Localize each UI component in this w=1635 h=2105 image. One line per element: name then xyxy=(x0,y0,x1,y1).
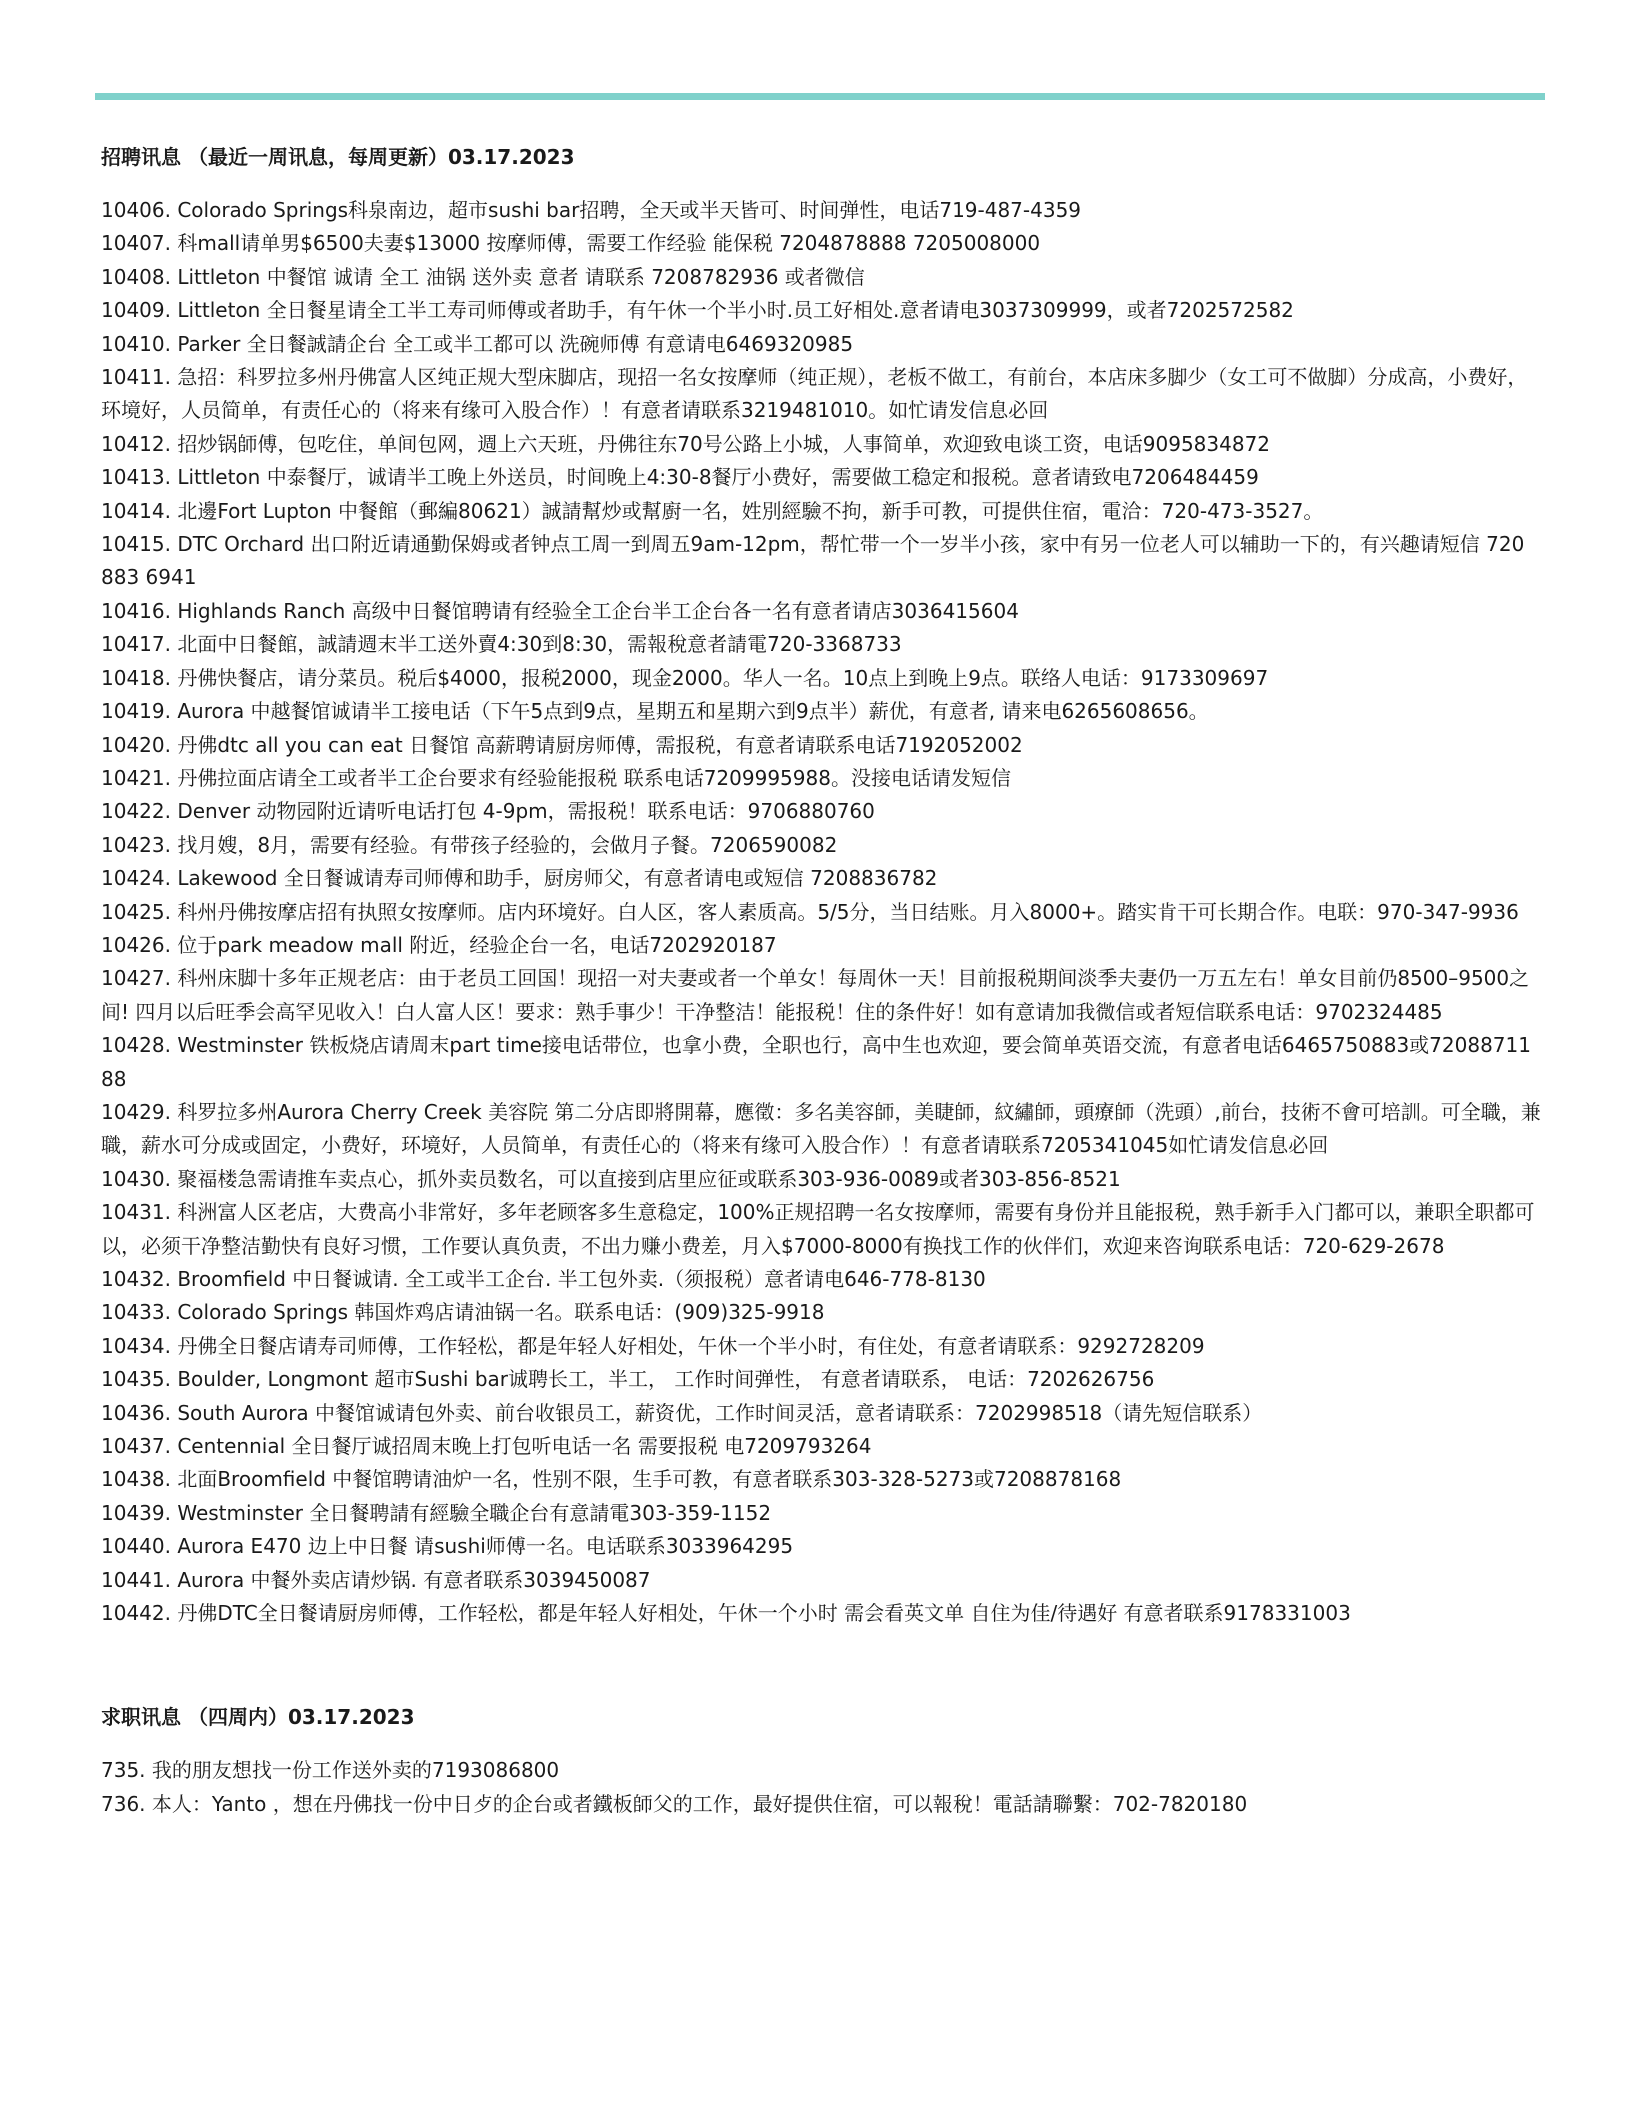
job-listing-item: 10411. 急招：科罗拉多州丹佛富人区纯正规大型床脚店，现招一名女按摩师（纯正规），老板不做工，有前台，本店床多脚少（女工可不做脚）分成高，小费好，环境好，人员简单，有责任心的（将来有缘可入股合作）！有意者请联系3219481010。如忙请发信息必回 xyxy=(101,365,1528,423)
job-listing-item: 10429. 科罗拉多州Aurora Cherry Creek 美容院 第二分店即將開幕，應徵：多名美容師，美睫師，紋繡師，頭療師（洗頭）,前台，技術不會可培訓。可全職，兼職，薪水可分成或固定，小费好，环境好，人员简单，有责任心的（将来有缘可入股合作）！有意者请联系7205341045如忙请发信息必回 xyxy=(101,1099,1541,1158)
seek-listing-item: 735. 我的朋友想找一份工作送外卖的7193086800 xyxy=(101,1758,560,1783)
job-listing-item: 10409. Littleton 全日餐星请全工半工寿司师傅或者助手，有午休一个半小时.员工好相处.意者请电3037309999，或者7202572582 xyxy=(101,298,1294,323)
job-listing-item: 10431. 科洲富人区老店，大费高小非常好，多年老顾客多生意稳定，100%正规招聘一名女按摩师，需要有身份并且能报税，熟手新手入门都可以，兼职全职都可以，必须干净整洁勤快有良好习惯，工作要认真负责，不出力赚小费差，月入$7000-8000有换找工作的伙伴们，欢迎来咨询联系电话：720-629-2678 xyxy=(101,1200,1535,1258)
job-listing-item: 10421. 丹佛拉面店请全工或者半工企台要求有经验能报税 联系电话7209995988。没接电话请发短信 xyxy=(101,765,1011,790)
job-listing-item: 10422. Denver 动物园附近请听电话打包 4-9pm，需报税！联系电话：9706880760 xyxy=(101,799,875,824)
job-listing-item: 10420. 丹佛dtc all you can eat 日餐馆 高薪聘请厨房师傅，需报税，有意者请联系电话7192052002 xyxy=(101,732,1023,757)
job-listing-item: 10440. Aurora E470 边上中日餐 请sushi师傅一名。电话联系3033964295 xyxy=(101,1534,794,1559)
job-listing-item: 10407. 科mall请单男$6500夫妻$13000 按摩师傅，需要工作经验 能保税 7204878888 7205008000 xyxy=(101,231,1041,256)
header-divider xyxy=(95,93,1545,100)
seek-section-title: 求职讯息 （四周内）03.17.2023 xyxy=(101,1705,415,1730)
job-listing-item: 10437. Centennial 全日餐厅诚招周末晚上打包听电话一名 需要报税 电7209793264 xyxy=(101,1434,872,1459)
job-listing-item: 10439. Westminster 全日餐聘請有經驗全職企台有意請電303-359-1152 xyxy=(101,1500,772,1525)
job-listing-item: 10412. 招炒锅師傅，包吃住，单间包网，週上六天班，丹佛往东70号公路上小城，人事简单，欢迎致电谈工资，电话9095834872 xyxy=(101,431,1271,456)
job-listing-item: 10418. 丹佛快餐店，请分菜员。税后$4000，报税2000，现金2000。华人一名。10点上到晚上9点。联络人电话：9173309697 xyxy=(101,665,1269,690)
job-listing-item: 10408. Littleton 中餐馆 诚请 全工 油锅 送外卖 意者 请联系 7208782936 或者微信 xyxy=(101,264,865,289)
job-listing-item: 10426. 位于park meadow mall 附近，经验企台一名，电话7202920187 xyxy=(101,932,777,957)
job-listing-item: 10430. 聚福楼急需请推车卖点心，抓外卖员数名，可以直接到店里应征或联系303-936-0089或者303-856-8521 xyxy=(101,1166,1121,1191)
job-listing-item: 10438. 北面Broomfield 中餐馆聘请油炉一名，性别不限，生手可教，有意者联系303-328-5273或7208878168 xyxy=(101,1467,1122,1492)
job-listing-item: 10406. Colorado Springs科泉南边，超市sushi bar招聘，全天或半天皆可、时间弹性，电话719-487-4359 xyxy=(101,198,1082,222)
job-listing-item: 10425. 科州丹佛按摩店招有执照女按摩师。店内环境好。白人区，客人素质高。5/5分，当日结账。月入8000+。踏实肯干可长期合作。电联：970-347-9936 xyxy=(101,899,1519,924)
job-listing-item: 10427. 科州床脚十多年正规老店：由于老员工回国！现招一对夫妻或者一个单女！每周休一天！目前报税期间淡季夫妻仍一万五左右！单女目前仍8500–9500之间! 四月以后旺季会高罕见收入！白人富人区！要求：熟手事少！干净整洁！能报税！住的条件好！如有意请加我微信或者短信联系电话：9702324485 xyxy=(101,966,1530,1024)
job-listing-item: 10428. Westminster 铁板烧店请周末part time接电话带位，也拿小费，全职也行，高中生也欢迎，要会简单英语交流，有意者电话6465750883或7208871188 xyxy=(101,1033,1531,1091)
jobs-section-title: 招聘讯息 （最近一周讯息，每周更新）03.17.2023 xyxy=(101,145,575,169)
job-listing-item: 10410. Parker 全日餐誠請企台 全工或半工都可以 洗碗师傅 有意请电6469320985 xyxy=(101,331,854,356)
seek-list xyxy=(101,1754,1541,1821)
job-listing-item: 10433. Colorado Springs 韩国炸鸡店请油锅一名。联系电话：(909)325-9918 xyxy=(101,1300,825,1325)
section-spacer xyxy=(101,1630,1541,1700)
job-listing-item: 10414. 北邊Fort Lupton 中餐館（郵編80621）誠請幫炒或幫廚一名，姓別經驗不拘，新手可教，可提供住宿，電洽：720-473-3527。 xyxy=(101,498,1324,523)
job-listing-item: 10436. South Aurora 中餐馆诚请包外卖、前台收银员工，薪资优，工作时间灵活，意者请联系：7202998518（请先短信联系） xyxy=(101,1400,1263,1425)
job-listing-item: 10415. DTC Orchard 出口附近请通勤保姆或者钟点工周一到周五9am-12pm，帮忙带一个一岁半小孩，家中有另一位老人可以辅助一下的，有兴趣请短信 720 883 6941 xyxy=(101,532,1525,590)
job-listing-item: 10432. Broomfield 中日餐诚请. 全工或半工企台. 半工包外卖.（须报税）意者请电646-778-8130 xyxy=(101,1267,986,1291)
page-content xyxy=(101,140,1541,1821)
jobs-list xyxy=(101,194,1541,1630)
job-listing-item: 10441. Aurora 中餐外卖店请炒锅. 有意者联系3039450087 xyxy=(101,1567,651,1592)
job-listing-item: 10435. Boulder, Longmont 超市Sushi bar诚聘长工，半工， 工作时间弹性， 有意者请联系， 电话：7202626756 xyxy=(101,1367,1155,1392)
job-listing-item: 10424. Lakewood 全日餐诚请寿司师傅和助手，厨房师父，有意者请电或短信 7208836782 xyxy=(101,866,938,891)
job-listing-item: 10423. 找月嫂，8月，需要有经验。有带孩子经验的，会做月子餐。7206590082 xyxy=(101,832,838,857)
job-listing-item: 10419. Aurora 中越餐馆诚请半工接电话（下午5点到9点，星期五和星期六到9点半）薪优，有意者, 请来电6265608656。 xyxy=(101,699,1209,724)
job-listing-item: 10417. 北面中日餐館，誠請週末半工送外賣4:30到8:30，需報稅意者請電720-3368733 xyxy=(101,632,902,657)
job-listing-item: 10416. Highlands Ranch 高级中日餐馆聘请有经验全工企台半工企台各一名有意者请店3036415604 xyxy=(101,598,1019,623)
seek-listing-item: 736. 本人：Yanto ，想在丹佛找一份中日歺的企台或者鐵板師父的工作，最好提供住宿，可以報稅！電話請聯繫：702-7820180 xyxy=(101,1791,1248,1816)
job-listing-item: 10413. Littleton 中泰餐厅，诚请半工晚上外送员，时间晚上4:30-8餐厅小费好，需要做工稳定和报税。意者请致电7206484459 xyxy=(101,465,1259,490)
job-listing-item: 10434. 丹佛全日餐店请寿司师傅，工作轻松，都是年轻人好相处，午休一个半小时，有住处，有意者请联系：9292728209 xyxy=(101,1333,1205,1358)
job-listing-item: 10442. 丹佛DTC全日餐请厨房师傅，工作轻松，都是年轻人好相处，午休一个小时 需会看英文单 自住为佳/待遇好 有意者联系9178331003 xyxy=(101,1601,1351,1626)
